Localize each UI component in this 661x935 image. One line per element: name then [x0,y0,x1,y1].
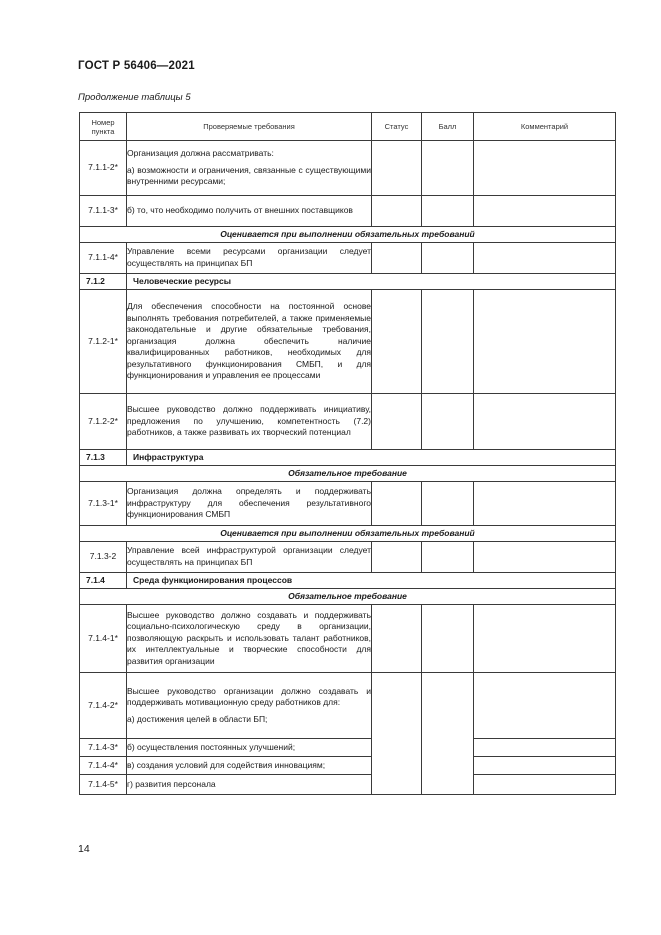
item-number: 7.1.4-1* [80,605,127,673]
requirement-paragraph: Управление всей инфраструктурой организации следует осуществлять на принципах БП [127,545,371,567]
column-header-status: Статус [372,113,422,141]
section-row [80,450,616,466]
table-row [80,394,616,450]
requirement-paragraph: б) осуществления постоянных улучшений; [127,741,296,752]
comment-cell[interactable] [474,482,616,526]
column-header-requirements: Проверяемые требования [127,113,372,141]
requirement-paragraph: Организация должна рассматривать: [127,148,274,159]
comment-cell[interactable] [474,141,616,196]
requirement-paragraph: в) создания условий для содействия инновациям; [127,759,326,770]
condition-banner: Обязательное требование [80,589,616,605]
section-row [80,573,616,589]
status-cell[interactable] [372,141,422,196]
comment-cell[interactable] [474,394,616,450]
requirement-paragraph: Высшее руководство должно поддерживать инициативу, предложения по улучшению, компетентность (7.2) работников, а также развивать их творческий потенциал [127,404,371,438]
table-header-row [80,113,616,141]
requirement-paragraph: Высшее руководство организации должно создавать и поддерживать мотивационную среду работников для: [127,685,371,708]
item-number: 7.1.1-4* [80,243,127,274]
section-title: Человеческие ресурсы [127,274,616,290]
item-number: 7.1.4-2* [80,673,127,739]
requirement-text [127,290,372,394]
column-header-score: Балл [422,113,474,141]
status-cell[interactable] [372,673,422,795]
item-number: 7.1.4-5* [80,775,127,795]
table-row [80,141,616,196]
score-cell[interactable] [422,141,474,196]
status-cell[interactable] [372,196,422,227]
status-cell[interactable] [372,243,422,274]
requirement-text [127,673,372,739]
score-cell[interactable] [422,482,474,526]
item-number: 7.1.1-3* [80,196,127,227]
item-number: 7.1.3-2 [80,542,127,573]
condition-banner: Оценивается при выполнении обязательных требований [80,227,616,243]
condition-banner-row [80,526,616,542]
comment-cell[interactable] [474,542,616,573]
column-header-comment: Комментарий [474,113,616,141]
condition-banner-row [80,227,616,243]
condition-banner-row [80,466,616,482]
comment-cell[interactable] [474,196,616,227]
comment-cell[interactable] [474,757,616,775]
item-number: 7.1.4-3* [80,739,127,757]
score-cell[interactable] [422,196,474,227]
document-code: ГОСТ Р 56406—2021 [78,60,195,72]
table-row [80,482,616,526]
table-row [80,775,616,795]
requirements-table [79,112,616,795]
score-cell[interactable] [422,394,474,450]
section-title: Инфраструктура [127,450,616,466]
requirement-paragraph: Организация должна определять и поддерживать инфраструктуру для обеспечения результативного функционирования СМБП [127,486,371,520]
comment-cell[interactable] [474,739,616,757]
requirement-text [127,775,372,795]
condition-banner: Обязательное требование [80,466,616,482]
table-row [80,196,616,227]
requirement-paragraph: г) развития персонала [127,778,216,789]
score-cell[interactable] [422,673,474,795]
comment-cell[interactable] [474,243,616,274]
section-title: Среда функционирования процессов [127,573,616,589]
score-cell[interactable] [422,605,474,673]
score-cell[interactable] [422,243,474,274]
status-cell[interactable] [372,542,422,573]
table-row [80,605,616,673]
table-row [80,243,616,274]
requirement-paragraph: Высшее руководство должно создавать и поддерживать социально-психологическую среду в организации, позволяющую раскрыть и использовать талант работников, их интеллектуальные и творческие способности для развития организации [127,609,371,666]
status-cell[interactable] [372,290,422,394]
requirement-text [127,141,372,196]
item-number: 7.1.1-2* [80,141,127,196]
table-row [80,673,616,739]
comment-cell[interactable] [474,775,616,795]
item-number: 7.1.4-4* [80,757,127,775]
requirement-text [127,757,372,775]
table-row [80,739,616,757]
status-cell[interactable] [372,482,422,526]
item-number: 7.1.3-1* [80,482,127,526]
status-cell[interactable] [372,394,422,450]
condition-banner: Оценивается при выполнении обязательных требований [80,526,616,542]
section-number: 7.1.4 [80,573,127,589]
comment-cell[interactable] [474,290,616,394]
score-cell[interactable] [422,290,474,394]
requirement-text [127,482,372,526]
item-number: 7.1.2-1* [80,290,127,394]
column-header-number: Номер пункта [80,113,127,141]
requirement-paragraph: Для обеспечения способности на постоянной основе выполнять требования потребителей, а также применяемые законодательные и другие обязательные требования, организация должна обеспечить наличие квалифицированных работников, необходимых для результативного функционирования СМБП, и для функционирования и управления ее процессами [127,300,371,381]
comment-cell[interactable] [474,673,616,739]
page-number: 14 [78,843,90,855]
section-row [80,274,616,290]
requirement-paragraph: а) возможности и ограничения, связанные с существующими внутренними ресурсами; [127,164,371,187]
comment-cell[interactable] [474,605,616,673]
table-row [80,290,616,394]
table-row [80,757,616,775]
requirement-text [127,394,372,450]
condition-banner-row [80,589,616,605]
requirement-text [127,739,372,757]
requirement-text [127,243,372,274]
requirement-text [127,605,372,673]
requirement-text [127,196,372,227]
score-cell[interactable] [422,542,474,573]
status-cell[interactable] [372,605,422,673]
section-number: 7.1.2 [80,274,127,290]
table-row [80,542,616,573]
requirement-paragraph: б) то, что необходимо получить от внешних поставщиков [127,205,353,216]
requirement-text [127,542,372,573]
requirement-paragraph: а) достижения целей в области БП; [127,713,268,724]
item-number: 7.1.2-2* [80,394,127,450]
requirement-paragraph: Управление всеми ресурсами организации следует осуществлять на принципах БП [127,246,371,268]
section-number: 7.1.3 [80,450,127,466]
table-continuation-caption: Продолжение таблицы 5 [78,92,191,103]
